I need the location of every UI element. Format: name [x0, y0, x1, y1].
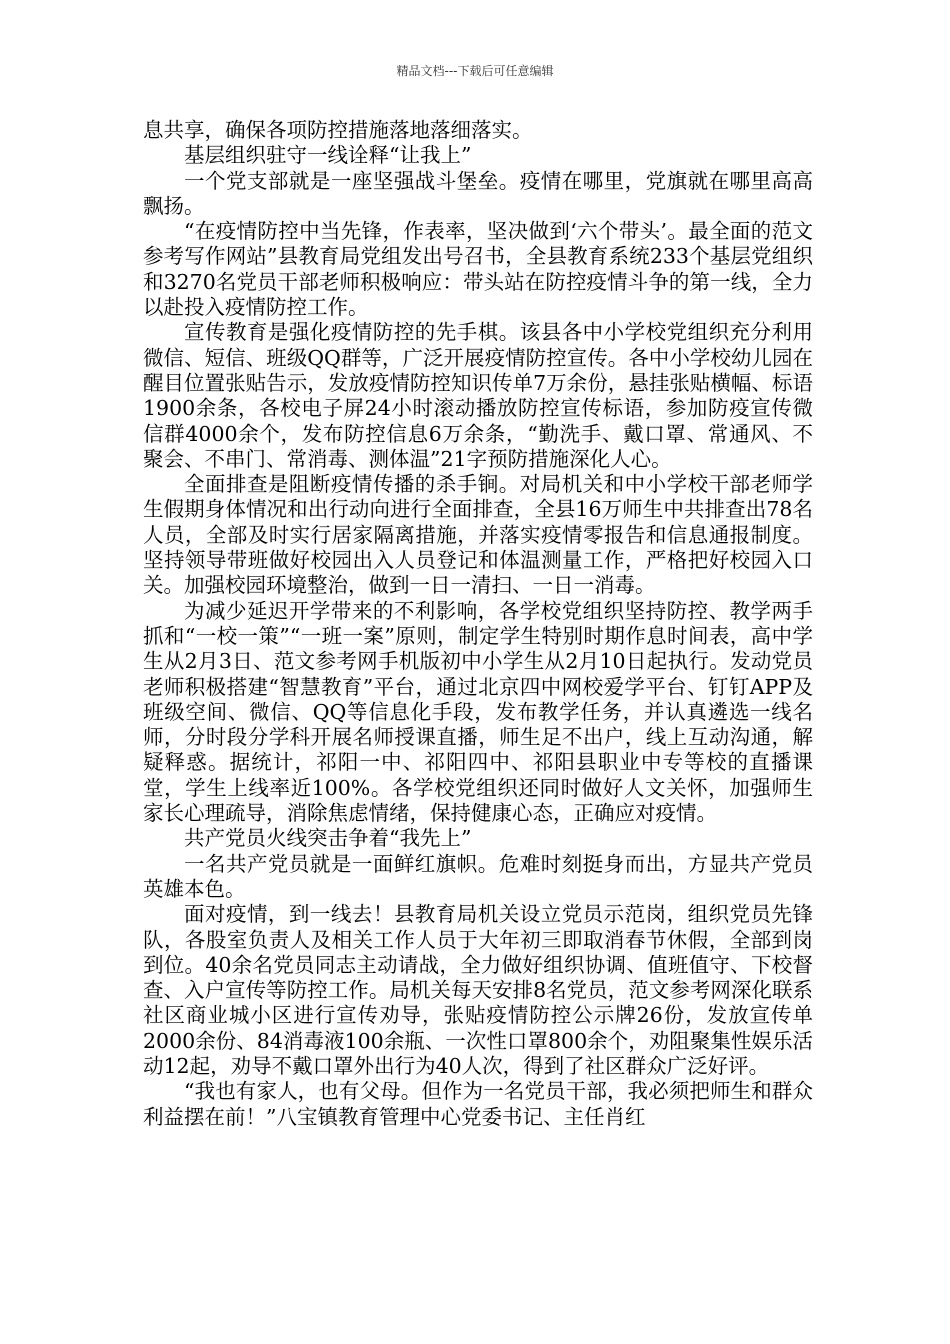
paragraph: “在疫情防控中当先锋，作表率，坚决做到‘六个带头’。最全面的范文参考写作网站”县教育局党组发出号召书，全县教育系统233个基层党组织和3270名党员干部老师积极响应：带头站在防控疫情斗争的第一线，全力以赴投入疫情防控工作。 [143, 219, 813, 320]
page-header: 精品文档---下载后可任意编辑 [396, 64, 554, 78]
paragraph: 息共享，确保各项防控措施落地落细落实。 [143, 118, 533, 142]
section-heading: 共产党员火线突击争着“我先上” [184, 826, 472, 851]
paragraph: 面对疫情，到一线去！县教育局机关设立党员示范岗，组织党员先锋队，各股室负责人及相关工作人员于大年初三即取消春节休假，全部到岗到位。40余名党员同志主动请战，全力做好组织协调、值班值守、下校督查、入户宣传等防控工作。局机关每天安排8名党员，范文参考网深化联系社区商业城小区进行宣传劝导，张贴疫情防控公示牌26份，发放宣传单2000余份、84消毒液100余瓶、一次性口罩800余个，劝阻聚集性娱乐活动12起，劝导不戴口罩外出行为40人次，得到了社区群众广泛好评。 [143, 902, 813, 1078]
paragraph: “我也有家人，也有父母。但作为一名党员干部，我必须把师生和群众利益摆在前！”八宝镇教育管理中心党委书记、主任肖红 [143, 1079, 813, 1129]
paragraph: 一个党支部就是一座坚强战斗堡垒。疫情在哪里，党旗就在哪里高高飘扬。 [143, 168, 813, 218]
section-heading: 基层组织驻守一线诠释“让我上” [184, 143, 472, 168]
document-body [143, 118, 813, 1130]
paragraph: 全面排查是阻断疫情传播的杀手锏。对局机关和中小学校干部老师学生假期身体情况和出行动向进行全面排查，全县16万师生中共排查出78名人员，全部及时实行居家隔离措施，并落实疫情零报告和信息通报制度。坚持领导带班做好校园出入人员登记和体温测量工作，严格把好校园入口关。加强校园环境整治，做到一日一清扫、一日一消毒。 [143, 472, 813, 598]
paragraph: 为减少延迟开学带来的不利影响，各学校党组织坚持防控、教学两手抓和“一校一策”“一班一案”原则，制定学生特别时期作息时间表，高中学生从2月3日、范文参考网手机版初中小学生从2月10日起执行。发动党员老师积极搭建“智慧教育”平台，通过北京四中网校爱学平台、钉钉APP及班级空间、微信、QQ等信息化手段，发布教学任务，并认真遴选一线名师，分时段分学科开展名师授课直播，师生足不出户，线上互动沟通，解疑释惑。据统计，祁阳一中、祁阳四中、祁阳县职业中专等校的直播课堂，学生上线率近100%。各学校党组织还同时做好人文关怀，加强师生家长心理疏导，消除焦虑情绪，保持健康心态，正确应对疫情。 [143, 598, 813, 826]
paragraph: 宣传教育是强化疫情防控的先手棋。该县各中小学校党组织充分利用微信、短信、班级QQ群等，广泛开展疫情防控宣传。各中小学校幼儿园在醒目位置张贴告示，发放疫情防控知识传单7万余份，悬挂张贴横幅、标语1900余条，各校电子屏24小时滚动播放防控宣传标语，参加防疫宣传微信群4000余个，发布防控信息6万余条，“勤洗手、戴口罩、常通风、不聚会、不串门、常消毒、测体温”21字预防措施深化人心。 [143, 320, 813, 471]
paragraph: 一名共产党员就是一面鲜红旗帜。危难时刻挺身而出，方显共产党员英雄本色。 [143, 851, 813, 901]
